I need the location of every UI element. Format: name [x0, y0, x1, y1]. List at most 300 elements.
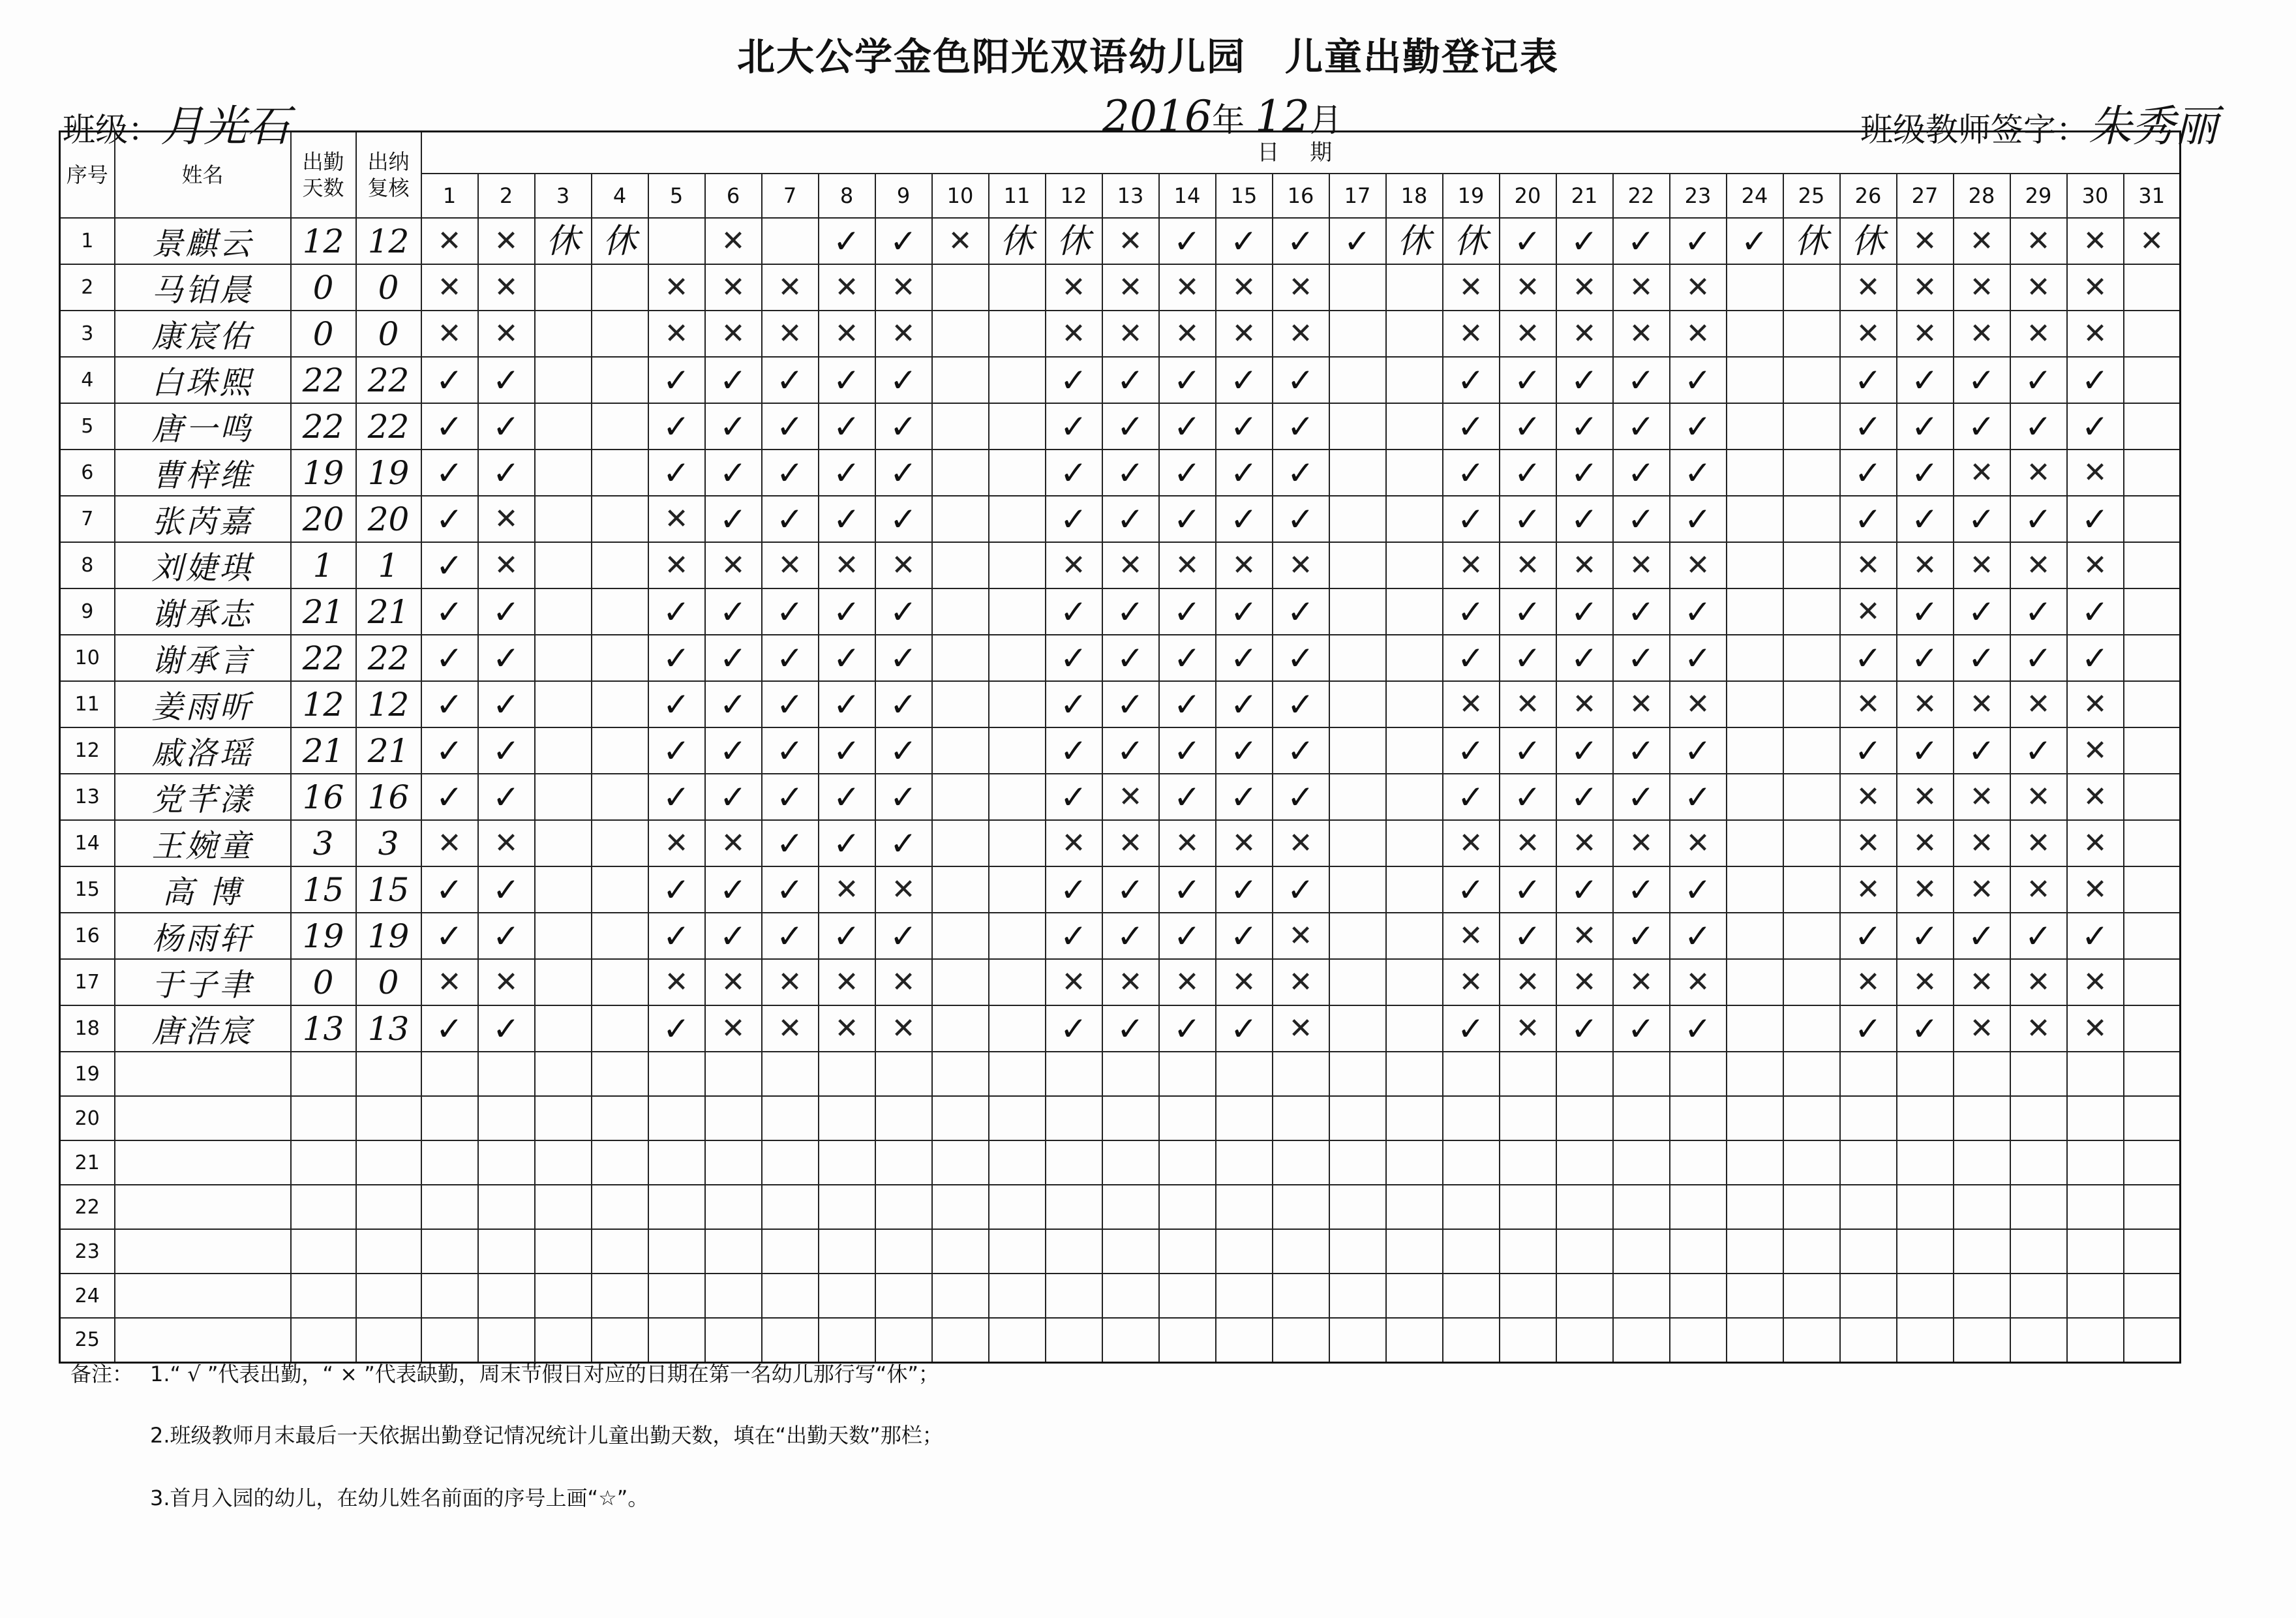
day-cell — [1216, 542, 1273, 588]
table-row — [60, 774, 2181, 820]
day-cell — [2067, 542, 2124, 588]
day-cell — [2067, 913, 2124, 959]
year-value: 2016 — [1102, 91, 1212, 142]
absent-mark: ✕ — [891, 548, 916, 582]
absent-mark: ✕ — [494, 548, 519, 582]
day-cell — [1613, 1052, 1670, 1096]
present-mark: ✓ — [1060, 500, 1087, 538]
day-cell — [2067, 959, 2124, 1005]
day-header-29: 29 — [2010, 174, 2067, 218]
day-cell — [1443, 588, 1500, 635]
day-cell — [1840, 1005, 1897, 1052]
present-mark: ✓ — [776, 731, 804, 770]
absent-mark: ✕ — [2083, 826, 2107, 860]
day-header-18: 18 — [1386, 174, 1443, 218]
day-cell — [932, 264, 989, 311]
day-cell — [819, 496, 875, 542]
day-cell — [932, 311, 989, 357]
day-cell — [1556, 681, 1613, 727]
day-cell — [1159, 1229, 1216, 1274]
day-cell — [1727, 1318, 1783, 1362]
day-cell — [1273, 1274, 1329, 1318]
day-cell — [1556, 218, 1613, 264]
day-cell — [1613, 1229, 1670, 1274]
table-row — [60, 357, 2181, 403]
day-cell — [478, 311, 535, 357]
present-mark: ✓ — [663, 361, 690, 399]
day-cell — [1840, 403, 1897, 450]
present-mark: ✓ — [2025, 731, 2052, 770]
present-mark: ✓ — [1230, 731, 1258, 770]
day-cell — [1273, 820, 1329, 866]
day-cell — [1670, 588, 1727, 635]
day-cell — [875, 588, 932, 635]
row-number: 6 — [60, 450, 115, 496]
absent-mark: ✕ — [1629, 316, 1654, 350]
absent-mark: ✕ — [1458, 965, 1483, 999]
day-cell — [2067, 403, 2124, 450]
day-cell — [2124, 774, 2181, 820]
present-mark: ✓ — [719, 917, 747, 955]
absent-mark: ✕ — [1458, 316, 1483, 350]
day-cell — [2010, 959, 2067, 1005]
day-cell — [875, 218, 932, 264]
absent-mark: ✕ — [721, 224, 746, 258]
day-cell — [1500, 588, 1556, 635]
day-cell — [932, 774, 989, 820]
attendance-days: 0 — [291, 311, 356, 357]
absent-mark: ✕ — [1572, 316, 1597, 350]
day-cell — [1500, 357, 1556, 403]
day-cell — [875, 450, 932, 496]
day-cell — [535, 959, 592, 1005]
holiday-mark: 休 — [1453, 221, 1488, 261]
day-cell — [2010, 1096, 2067, 1140]
day-cell — [1954, 1185, 2010, 1229]
day-header-14: 14 — [1159, 174, 1216, 218]
day-cell — [989, 542, 1046, 588]
day-cell — [1783, 866, 1840, 913]
day-cell — [1500, 1185, 1556, 1229]
day-cell — [1273, 1005, 1329, 1052]
absent-mark: ✕ — [1288, 548, 1313, 582]
day-cell — [1329, 1318, 1386, 1362]
day-cell — [762, 542, 819, 588]
absent-mark: ✕ — [664, 502, 689, 536]
day-cell — [1840, 264, 1897, 311]
table-row — [60, 264, 2181, 311]
day-cell — [1727, 820, 1783, 866]
day-header-6: 6 — [705, 174, 762, 218]
day-cell — [1556, 357, 1613, 403]
cashier-check: 0 — [356, 311, 421, 357]
day-cell — [2067, 496, 2124, 542]
present-mark: ✓ — [1287, 778, 1314, 816]
absent-mark: ✕ — [1515, 548, 1540, 582]
day-cell — [875, 681, 932, 727]
day-cell — [1046, 1096, 1102, 1140]
day-cell — [932, 635, 989, 681]
present-mark: ✓ — [890, 824, 917, 862]
day-cell — [1329, 1005, 1386, 1052]
present-mark: ✓ — [1287, 639, 1314, 677]
day-cell — [762, 1185, 819, 1229]
day-cell — [1897, 727, 1954, 774]
day-cell — [932, 357, 989, 403]
attendance-days — [291, 1274, 356, 1318]
day-cell — [478, 866, 535, 913]
day-cell — [1783, 403, 1840, 450]
day-cell — [1046, 1274, 1102, 1318]
day-cell — [1500, 1229, 1556, 1274]
absent-mark: ✕ — [1572, 965, 1597, 999]
day-cell — [705, 681, 762, 727]
day-cell — [1727, 218, 1783, 264]
day-header-31: 31 — [2124, 174, 2181, 218]
day-cell — [1386, 1229, 1443, 1274]
day-cell — [1670, 1274, 1727, 1318]
present-mark: ✓ — [1230, 453, 1258, 492]
day-cell — [2124, 1229, 2181, 1274]
day-cell — [2124, 1096, 2181, 1140]
day-cell — [592, 1096, 648, 1140]
table-row — [60, 1052, 2181, 1096]
day-cell — [1273, 1096, 1329, 1140]
cashier-check: 13 — [356, 1005, 421, 1052]
child-name: 康宸佑 — [115, 311, 291, 357]
present-mark: ✓ — [1854, 1009, 1882, 1048]
day-cell — [1500, 959, 1556, 1005]
absent-mark: ✕ — [1288, 316, 1313, 350]
absent-mark: ✕ — [1912, 270, 1937, 304]
present-mark: ✓ — [890, 407, 917, 446]
day-cell — [535, 727, 592, 774]
absent-mark: ✕ — [2026, 872, 2051, 906]
day-cell — [1783, 727, 1840, 774]
absent-mark: ✕ — [1458, 270, 1483, 304]
absent-mark: ✕ — [437, 224, 462, 258]
day-cell — [478, 635, 535, 681]
day-cell — [1159, 542, 1216, 588]
day-cell — [2010, 1318, 2067, 1362]
table-row — [60, 1096, 2181, 1140]
day-cell — [421, 727, 478, 774]
child-name — [115, 1052, 291, 1096]
row-number: 3 — [60, 311, 115, 357]
day-cell — [1954, 866, 2010, 913]
day-cell — [1670, 264, 1727, 311]
day-cell — [535, 264, 592, 311]
day-cell — [1102, 311, 1159, 357]
day-cell — [1954, 1274, 2010, 1318]
present-mark: ✓ — [1060, 685, 1087, 724]
day-cell — [1897, 450, 1954, 496]
day-cell — [1443, 1052, 1500, 1096]
day-cell — [989, 311, 1046, 357]
present-mark: ✓ — [1854, 639, 1882, 677]
day-header-12: 12 — [1046, 174, 1102, 218]
day-cell — [1159, 635, 1216, 681]
day-cell — [1613, 588, 1670, 635]
day-cell — [705, 866, 762, 913]
day-cell — [421, 1185, 478, 1229]
day-cell — [421, 1140, 478, 1185]
day-cell — [1670, 1229, 1727, 1274]
present-mark: ✓ — [1571, 731, 1598, 770]
day-cell — [1727, 1096, 1783, 1140]
day-cell — [819, 1005, 875, 1052]
day-cell — [762, 1274, 819, 1318]
day-cell — [989, 218, 1046, 264]
day-cell — [762, 403, 819, 450]
present-mark: ✓ — [890, 453, 917, 492]
day-cell — [592, 1185, 648, 1229]
day-cell — [1727, 357, 1783, 403]
row-number: 19 — [60, 1052, 115, 1096]
day-cell — [989, 820, 1046, 866]
present-mark: ✓ — [776, 407, 804, 446]
day-cell — [1613, 1005, 1670, 1052]
day-cell — [1329, 1229, 1386, 1274]
day-cell — [1102, 1140, 1159, 1185]
day-header-28: 28 — [1954, 174, 2010, 218]
day-cell — [1386, 264, 1443, 311]
holiday-mark: 休 — [1850, 221, 1885, 261]
day-header-30: 30 — [2067, 174, 2124, 218]
day-cell — [1159, 496, 1216, 542]
attendance-days: 16 — [291, 774, 356, 820]
day-cell — [1500, 542, 1556, 588]
absent-mark: ✕ — [1856, 872, 1881, 906]
day-cell — [1386, 959, 1443, 1005]
day-cell — [1897, 1274, 1954, 1318]
day-cell — [1159, 1052, 1216, 1096]
cashier-check — [356, 1052, 421, 1096]
present-mark: ✓ — [1514, 870, 1541, 909]
day-cell — [1216, 403, 1273, 450]
present-mark: ✓ — [436, 870, 463, 909]
day-cell — [1556, 496, 1613, 542]
day-cell — [592, 913, 648, 959]
absent-mark: ✕ — [1061, 826, 1086, 860]
absent-mark: ✕ — [1572, 270, 1597, 304]
present-mark: ✓ — [1911, 592, 1939, 631]
day-cell — [705, 588, 762, 635]
day-cell — [2067, 311, 2124, 357]
day-cell — [1897, 774, 1954, 820]
day-cell — [875, 1229, 932, 1274]
day-cell — [1046, 774, 1102, 820]
present-mark: ✓ — [1627, 222, 1655, 260]
day-cell — [1556, 1052, 1613, 1096]
cashier-check — [356, 1140, 421, 1185]
day-cell — [1329, 774, 1386, 820]
present-mark: ✓ — [1627, 453, 1655, 492]
row-number: 8 — [60, 542, 115, 588]
day-cell — [1102, 774, 1159, 820]
absent-mark: ✕ — [1288, 1011, 1313, 1045]
day-cell — [648, 542, 705, 588]
day-cell — [1954, 1052, 2010, 1096]
day-cell — [1273, 542, 1329, 588]
day-header-1: 1 — [421, 174, 478, 218]
child-name: 唐浩宸 — [115, 1005, 291, 1052]
absent-mark: ✕ — [1969, 1011, 1994, 1045]
day-cell — [592, 959, 648, 1005]
day-header-27: 27 — [1897, 174, 1954, 218]
day-cell — [1500, 450, 1556, 496]
absent-mark: ✕ — [2026, 270, 2051, 304]
day-cell — [705, 959, 762, 1005]
present-mark: ✓ — [1684, 639, 1712, 677]
day-cell — [2067, 727, 2124, 774]
day-cell — [1500, 1140, 1556, 1185]
day-cell — [1613, 959, 1670, 1005]
absent-mark: ✕ — [1969, 316, 1994, 350]
cashier-check: 22 — [356, 357, 421, 403]
present-mark: ✓ — [719, 407, 747, 446]
day-cell — [648, 450, 705, 496]
day-cell — [1046, 357, 1102, 403]
day-cell — [1613, 913, 1670, 959]
day-cell — [2010, 311, 2067, 357]
day-cell — [989, 496, 1046, 542]
day-cell — [1386, 635, 1443, 681]
absent-mark: ✕ — [2083, 548, 2107, 582]
day-cell — [1954, 1140, 2010, 1185]
absent-mark: ✕ — [1288, 270, 1313, 304]
absent-mark: ✕ — [664, 548, 689, 582]
day-cell — [1727, 1229, 1783, 1274]
day-cell — [2010, 866, 2067, 913]
day-cell — [875, 496, 932, 542]
day-cell — [535, 1052, 592, 1096]
day-cell — [1102, 1318, 1159, 1362]
attendance-days: 21 — [291, 727, 356, 774]
day-cell — [1329, 496, 1386, 542]
day-cell — [592, 218, 648, 264]
day-cell — [1046, 913, 1102, 959]
absent-mark: ✕ — [891, 1011, 916, 1045]
present-mark: ✓ — [1684, 870, 1712, 909]
present-mark: ✓ — [1287, 870, 1314, 909]
present-mark: ✓ — [1287, 222, 1314, 260]
day-cell — [1840, 218, 1897, 264]
day-cell — [1102, 264, 1159, 311]
day-cell — [1386, 1052, 1443, 1096]
day-cell — [1727, 913, 1783, 959]
day-cell — [1556, 635, 1613, 681]
present-mark: ✓ — [1117, 500, 1144, 538]
absent-mark: ✕ — [1969, 872, 1994, 906]
day-cell — [1159, 913, 1216, 959]
day-cell — [592, 403, 648, 450]
class-label: 班级： — [63, 111, 160, 149]
day-cell — [1216, 635, 1273, 681]
holiday-mark: 休 — [1056, 221, 1091, 261]
present-mark: ✓ — [1060, 361, 1087, 399]
day-cell — [478, 820, 535, 866]
present-mark: ✓ — [1968, 361, 1995, 399]
absent-mark: ✕ — [1629, 548, 1654, 582]
day-cell — [1216, 1185, 1273, 1229]
day-cell — [648, 311, 705, 357]
absent-mark: ✕ — [891, 316, 916, 350]
present-mark: ✓ — [1117, 731, 1144, 770]
day-cell — [1613, 1140, 1670, 1185]
day-cell — [648, 1185, 705, 1229]
attendance-table — [59, 130, 2181, 1364]
day-cell — [1783, 1140, 1840, 1185]
holiday-mark: 休 — [1397, 221, 1431, 261]
present-mark: ✓ — [1684, 361, 1712, 399]
present-mark: ✓ — [1117, 592, 1144, 631]
day-cell — [932, 450, 989, 496]
attendance-days: 19 — [291, 450, 356, 496]
day-cell — [1783, 450, 1840, 496]
day-cell — [1102, 1005, 1159, 1052]
table-row — [60, 1005, 2181, 1052]
absent-mark: ✕ — [2026, 455, 2051, 489]
present-mark: ✓ — [719, 685, 747, 724]
present-mark: ✓ — [1627, 1009, 1655, 1048]
absent-mark: ✕ — [1685, 548, 1710, 582]
day-cell — [1386, 1140, 1443, 1185]
day-cell — [762, 774, 819, 820]
absent-mark: ✕ — [1912, 965, 1937, 999]
day-cell — [2124, 264, 2181, 311]
day-cell — [535, 913, 592, 959]
day-cell — [1670, 1005, 1727, 1052]
day-cell — [932, 959, 989, 1005]
day-cell — [1386, 450, 1443, 496]
absent-mark: ✕ — [2026, 780, 2051, 814]
present-mark: ✓ — [833, 500, 860, 538]
day-cell — [1954, 218, 2010, 264]
day-cell — [592, 311, 648, 357]
day-cell — [648, 727, 705, 774]
present-mark: ✓ — [1854, 361, 1882, 399]
day-cell — [478, 218, 535, 264]
present-mark: ✓ — [1911, 500, 1939, 538]
present-mark: ✓ — [2025, 592, 2052, 631]
day-cell — [1840, 820, 1897, 866]
present-mark: ✓ — [436, 685, 463, 724]
day-cell — [705, 218, 762, 264]
child-name: 曹梓维 — [115, 450, 291, 496]
day-cell — [1216, 1052, 1273, 1096]
day-cell — [705, 496, 762, 542]
cashier-check: 0 — [356, 264, 421, 311]
absent-mark: ✕ — [1629, 270, 1654, 304]
day-cell — [2010, 403, 2067, 450]
day-cell — [2067, 635, 2124, 681]
day-cell — [1897, 496, 1954, 542]
absent-mark: ✕ — [1288, 965, 1313, 999]
present-mark: ✓ — [663, 1009, 690, 1048]
present-mark: ✓ — [1230, 685, 1258, 724]
day-cell — [1443, 1096, 1500, 1140]
absent-mark: ✕ — [664, 965, 689, 999]
present-mark: ✓ — [1627, 592, 1655, 631]
present-mark: ✓ — [2025, 361, 2052, 399]
day-cell — [592, 1274, 648, 1318]
day-cell — [421, 542, 478, 588]
child-name: 于子聿 — [115, 959, 291, 1005]
day-cell — [875, 1185, 932, 1229]
day-cell — [1329, 218, 1386, 264]
day-cell — [1386, 913, 1443, 959]
